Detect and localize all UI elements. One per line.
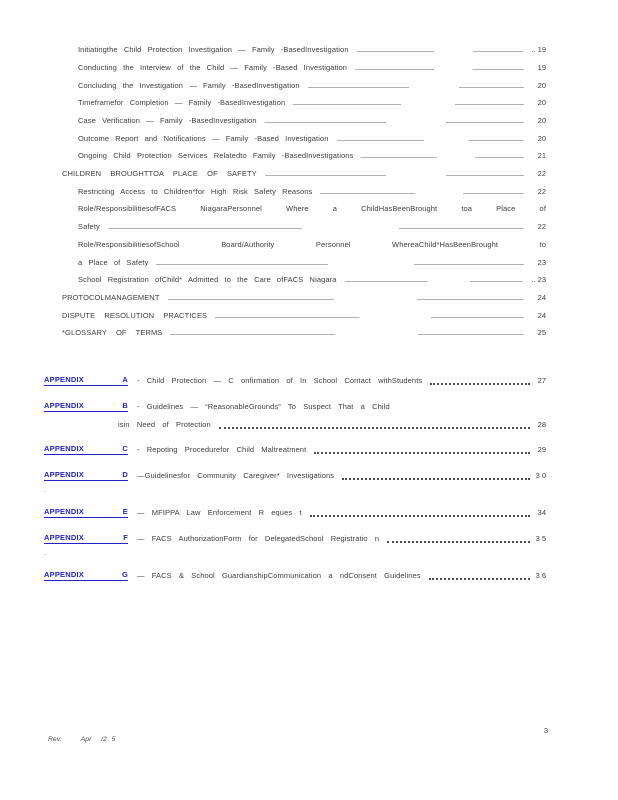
appendix-entry-text: — FACS AuthorizationForm for DelegatedSchool Registratio n [137, 533, 380, 543]
toc-entry [0, 129, 546, 147]
toc-entry-text-line1: Role/ResponsibilitiesofSchool Board/Authority Personnel WhereaChild*HasBeenBrought to [78, 239, 546, 249]
toc-page-number: 25 [537, 328, 546, 338]
appendix-entry [44, 567, 546, 585]
toc-entry-line [78, 129, 546, 147]
appendix-page-number: 34 [537, 508, 546, 518]
toc-entry-line [62, 306, 546, 324]
dashed-leader [361, 157, 524, 158]
toc-entry [0, 289, 546, 307]
stray-dot: . [44, 487, 46, 495]
leader-segment [337, 140, 424, 141]
leader-segment [170, 334, 335, 335]
appendix-link-label: APPENDIX [44, 400, 84, 410]
leader-segment [459, 87, 524, 88]
dotted-leader [429, 578, 530, 580]
dashed-leader [345, 281, 524, 282]
toc-entry-text: CHILDREN BROUGHTTOA PLACE OF SAFETY [62, 169, 257, 179]
toc-entry-text: Ongoing Child Protection Services Relatedto Family -BasedInvestigations [78, 151, 354, 161]
stray-dot: . [44, 550, 46, 558]
leader-segment [414, 264, 524, 265]
leader-segment [168, 299, 334, 300]
toc-page-number: 20 [537, 80, 546, 90]
toc-entry-line [62, 289, 546, 307]
appendix-list [0, 372, 618, 585]
leader-segment [417, 299, 524, 300]
toc-entry-line [78, 183, 546, 201]
toc-page-number: .. 19 [531, 45, 546, 55]
appendix-entry [44, 504, 546, 522]
appendix-entry-line [44, 567, 546, 585]
toc-entry [0, 94, 546, 112]
toc-entry-text: a Place of Safety [78, 257, 149, 267]
toc-entry-text-line1: Role/ResponsibilitiesofFACS NiagaraPersonnel Where a ChildHasBeenBrought toa Place of [78, 204, 546, 214]
toc-entry [0, 59, 546, 77]
appendix-link-letter: E [122, 507, 128, 517]
appendix-link[interactable] [44, 401, 128, 412]
toc-entry-line [78, 59, 546, 77]
leader-segment [355, 69, 434, 70]
toc-entry [0, 324, 546, 342]
dashed-leader [156, 264, 524, 265]
toc-entry [0, 306, 546, 324]
toc-page-number: 22 [537, 169, 546, 179]
appendix-entry-text: — MFIPPA Law Enforcement R eques t [137, 508, 302, 518]
appendix-link-letter: G [121, 570, 128, 580]
leader-segment [265, 175, 386, 176]
toc-entry-line [78, 112, 546, 130]
appendix-entry [44, 441, 546, 459]
leader-segment [418, 334, 524, 335]
toc-entry-line [78, 253, 546, 271]
toc-entry-text: DISPUTE RESOLUTION PRACTICES [62, 310, 208, 320]
dashed-leader [355, 69, 524, 70]
toc-page-number: 20 [537, 98, 546, 108]
dashed-leader [265, 175, 524, 176]
appendix-entry-text: - Guidelines — “ReasonableGrounds” To Suspect That a Child [137, 401, 390, 411]
appendix-entry [44, 466, 546, 484]
appendix-entry-line2 [44, 415, 546, 433]
leader-segment [308, 87, 409, 88]
toc-entry-text: Conducting the Interview of the Child — Family -Based Investigation [78, 63, 348, 73]
leader-segment [446, 175, 524, 176]
appendix-entry [44, 529, 546, 547]
toc-entry [0, 147, 546, 165]
dashed-leader [108, 228, 524, 229]
appendix-entry-text: —Guidelinesfor Community Caregiver* Investigations [137, 470, 335, 480]
toc-page-number: 20 [537, 133, 546, 143]
toc-entry [0, 271, 546, 289]
appendix-entry [44, 372, 546, 390]
leader-segment [473, 69, 524, 70]
appendix-link-label: APPENDIX [44, 469, 84, 479]
appendix-entry-line [44, 466, 546, 484]
revision-note: Rev. Apr /2 5 [48, 736, 116, 743]
toc-entry-text: Initiatingthe Child Protection Investigation — Family -BasedInvestigation [78, 45, 349, 55]
dashed-leader [215, 317, 524, 318]
toc-entry-text: *GLOSSARY OF TERMS [62, 328, 163, 338]
toc-page-number: .. 23 [531, 275, 546, 285]
leader-segment [108, 228, 302, 229]
dotted-leader [430, 383, 530, 385]
toc-entry-text: Safety [78, 222, 100, 232]
toc-entry [0, 41, 546, 59]
appendix-link-label: APPENDIX [44, 507, 84, 517]
appendix-entry-line [44, 372, 546, 390]
appendix-page-number: 3 0 [535, 470, 546, 480]
appendix-page-number: 29 [537, 445, 546, 455]
dashed-leader [293, 104, 524, 105]
appendix-link-label: APPENDIX [44, 444, 84, 454]
toc-page-number: 23 [537, 257, 546, 267]
toc-entry-text: Timeframefor Completion — Family -BasedInvestigation [78, 98, 286, 108]
leader-segment [156, 264, 328, 265]
leader-segment [455, 104, 524, 105]
leader-segment [320, 193, 415, 194]
appendix-link[interactable] [44, 570, 128, 581]
appendix-link[interactable] [44, 507, 128, 518]
toc-entry-text: Concluding the Investigation — Family -BasedInvestigation [78, 80, 300, 90]
toc-entry [0, 183, 546, 201]
leader-segment [431, 317, 524, 318]
leader-segment [446, 122, 524, 123]
appendix-page-number: 3 5 [535, 533, 546, 543]
appendix-link-letter: B [122, 400, 128, 410]
appendix-entry-line [44, 441, 546, 459]
leader-segment [293, 104, 401, 105]
appendix-entry-line [44, 529, 546, 547]
toc-entry-text: School Registration ofChild* Admitted to the Care ofFACS Niagara [78, 275, 337, 285]
appendix-page-number: 27 [537, 376, 546, 386]
appendix-entry-text: — FACS & School GuardianshipCommunication a ndConsent Guidelines [137, 571, 421, 581]
toc-entry-line [62, 324, 546, 342]
toc-page-number: 24 [537, 292, 546, 302]
appendix-page-number: 3 6 [535, 571, 546, 581]
appendix-link[interactable] [44, 375, 128, 386]
leader-segment [470, 281, 524, 282]
dashed-leader [170, 334, 524, 335]
dotted-leader [219, 427, 530, 429]
toc-entry [0, 236, 546, 271]
appendix-entry-text: - Repoting Procedurefor Child Maltreatment [137, 445, 307, 455]
leader-segment [361, 157, 437, 158]
leader-segment [468, 140, 524, 141]
toc-page-number: 22 [537, 186, 546, 196]
toc-entry [0, 200, 546, 235]
appendix-entry-text-line2: isin Need of Protection [118, 419, 211, 429]
leader-segment [399, 228, 524, 229]
dashed-leader [308, 87, 524, 88]
toc-entry-text: Outcome Report and Notifications — Family -Based Investigation [78, 133, 329, 143]
toc-page-number: 20 [537, 116, 546, 126]
appendix-link-label: APPENDIX [44, 532, 84, 542]
toc-entry-line [78, 76, 546, 94]
dashed-leader [265, 122, 524, 123]
toc-page-number: 24 [537, 310, 546, 320]
appendix-link-letter: D [122, 469, 128, 479]
toc-entry-line [78, 271, 546, 289]
appendix-link-label: APPENDIX [44, 570, 84, 580]
toc-entry-text: Case Verification — Family -BasedInvestigation [78, 116, 257, 126]
toc-entry-text: PROTOCOLMANAGEMENT [62, 292, 160, 302]
appendix-entry-line [44, 504, 546, 522]
leader-segment [463, 193, 524, 194]
leader-segment [215, 317, 359, 318]
toc-entry-text: Restricting Access to Children*for High Risk Safety Reasons [78, 186, 313, 196]
appendix-entry-line [44, 397, 546, 415]
page-number: 3 [543, 726, 548, 735]
leader-segment [473, 51, 523, 52]
dashed-leader [357, 51, 524, 52]
appendix-page-number: 28 [537, 419, 546, 429]
leader-segment [345, 281, 428, 282]
appendix-link[interactable] [44, 444, 128, 455]
dashed-leader [337, 140, 524, 141]
table-of-contents [0, 41, 618, 342]
toc-entry-line [78, 218, 546, 236]
toc-page-number: 21 [537, 151, 546, 161]
toc-page-number: 19 [537, 63, 546, 73]
appendix-link-label: APPENDIX [44, 375, 84, 385]
leader-segment [357, 51, 435, 52]
toc-entry-line [62, 165, 546, 183]
dotted-leader [342, 478, 530, 480]
dashed-leader [320, 193, 524, 194]
dotted-leader [314, 452, 530, 454]
toc-entry-line [78, 94, 546, 112]
dashed-leader [168, 299, 524, 300]
appendix-link[interactable] [44, 533, 128, 544]
appendix-link-letter: C [122, 444, 128, 454]
toc-entry [0, 112, 546, 130]
leader-segment [475, 157, 524, 158]
dotted-leader [387, 541, 530, 543]
appendix-entry-text: - Child Protection — C onfirmation of In School Contact withStudents [137, 376, 423, 386]
appendix-link-letter: A [122, 375, 128, 385]
toc-entry [0, 76, 546, 94]
toc-entry-line [78, 147, 546, 165]
toc-entry-line [78, 41, 546, 59]
appendix-link-letter: F [123, 532, 128, 542]
toc-page-number: 22 [537, 222, 546, 232]
dotted-leader [310, 515, 530, 517]
leader-segment [265, 122, 386, 123]
appendix-entry [44, 397, 546, 433]
appendix-link[interactable] [44, 470, 128, 481]
toc-entry [0, 165, 546, 183]
